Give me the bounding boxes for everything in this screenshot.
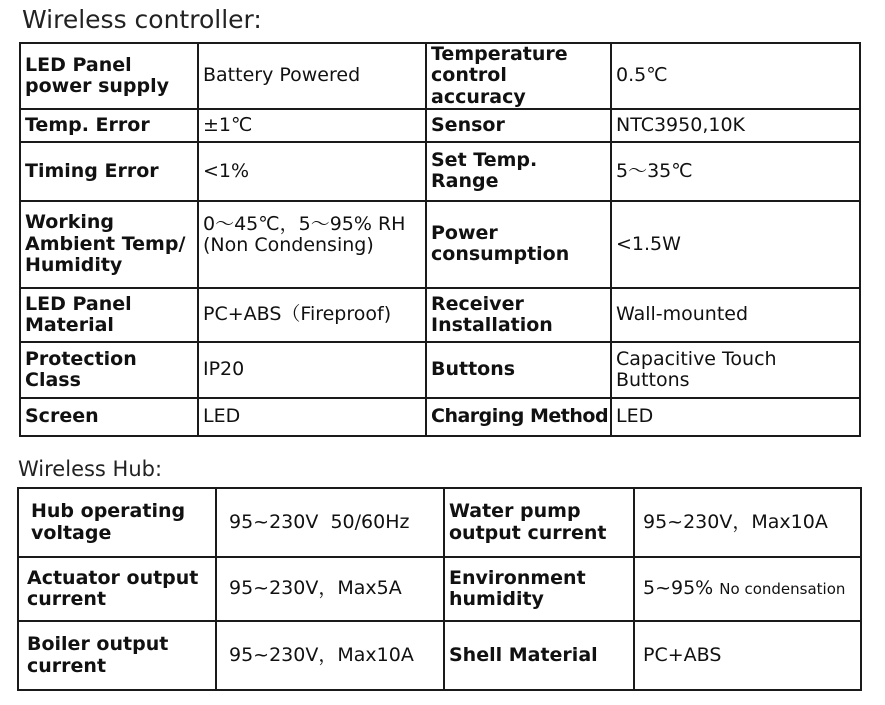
table-row — [20, 109, 860, 142]
spec-label: Shell Material — [444, 621, 634, 690]
spec-value: 5～35℃ — [611, 142, 860, 201]
table-row — [20, 201, 860, 288]
spec-label: Buttons — [426, 342, 611, 398]
spec-value: IP20 — [198, 342, 426, 398]
spec-label: Protection Class — [20, 342, 198, 398]
table-row — [18, 621, 861, 690]
spec-value: NTC3950,10K — [611, 109, 860, 142]
spec-value: 95~230V 50/60Hz — [216, 488, 444, 557]
spec-value: 95~230V，Max5A — [216, 557, 444, 621]
spec-value: PC+ABS（Fireproof) — [198, 288, 426, 342]
table-row — [18, 557, 861, 621]
spec-label: Actuator output current — [18, 557, 216, 621]
spec-label: Receiver Installation — [426, 288, 611, 342]
spec-label: Temperature control accuracy — [426, 43, 611, 109]
spec-label: Water pump output current — [444, 488, 634, 557]
spec-label: Power consumption — [426, 201, 611, 288]
spec-value: ±1℃ — [198, 109, 426, 142]
wireless-hub-spec-table — [17, 487, 862, 691]
spec-label: Working Ambient Temp/ Humidity — [20, 201, 198, 288]
spec-value-with-note — [634, 557, 861, 621]
spec-value: Battery Powered — [198, 43, 426, 109]
spec-label: Temp. Error — [20, 109, 198, 142]
spec-label: Environment humidity — [444, 557, 634, 621]
spec-value: 95~230V，Max10A — [216, 621, 444, 690]
spec-value: Wall-mounted — [611, 288, 860, 342]
wireless-controller-title: Wireless controller: — [22, 5, 262, 34]
spec-label: Hub operating voltage — [18, 488, 216, 557]
spec-label: Screen — [20, 398, 198, 436]
spec-label: LED Panel Material — [20, 288, 198, 342]
spec-value: <1% — [198, 142, 426, 201]
spec-value: Capacitive Touch Buttons — [611, 342, 860, 398]
table-row — [18, 488, 861, 557]
wireless-hub-title: Wireless Hub: — [18, 457, 163, 481]
table-row — [20, 398, 860, 436]
spec-label: Sensor — [426, 109, 611, 142]
spec-value: <1.5W — [611, 201, 860, 288]
spec-value: 95~230V，Max10A — [634, 488, 861, 557]
table-row — [20, 43, 860, 109]
table-row — [20, 142, 860, 201]
spec-label: LED Panel power supply — [20, 43, 198, 109]
spec-label: Set Temp. Range — [426, 142, 611, 201]
table-row — [20, 288, 860, 342]
spec-value: PC+ABS — [634, 621, 861, 690]
spec-value: 0～45℃，5～95% RH (Non Condensing) — [198, 201, 426, 288]
spec-value: LED — [611, 398, 860, 436]
table-row — [20, 342, 860, 398]
spec-label: Charging Method — [426, 398, 611, 436]
spec-value: 5~95% — [643, 577, 714, 600]
spec-label: Timing Error — [20, 142, 198, 201]
spec-label: Boiler output current — [18, 621, 216, 690]
spec-note: No condensation — [719, 580, 846, 599]
spec-value: 0.5℃ — [611, 43, 860, 109]
spec-value: LED — [198, 398, 426, 436]
wireless-controller-spec-table — [19, 42, 861, 437]
